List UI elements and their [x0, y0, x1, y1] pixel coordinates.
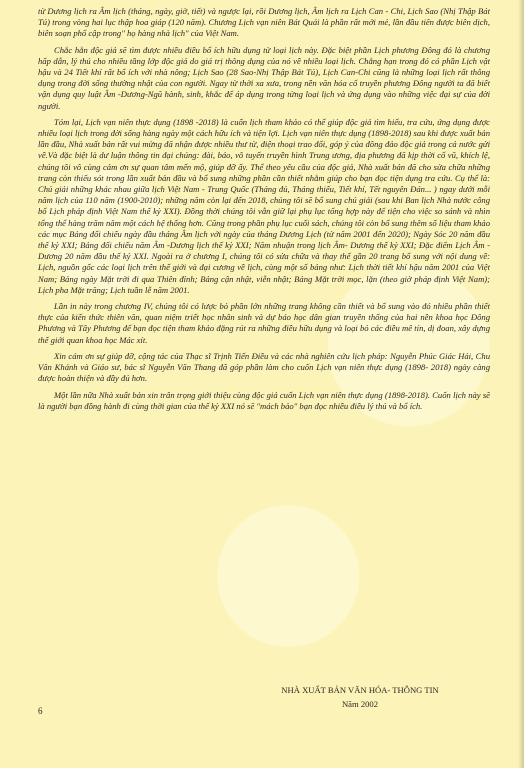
- body-text: [38, 6, 490, 417]
- publisher-signature: [250, 683, 470, 711]
- page-number: 6: [38, 706, 43, 716]
- paragraph-1: từ Dương lịch ra Âm lịch (tháng, ngày, giờ, tiết) và ngược lại, rồi Dương lịch, Âm lịch ra Lịch Can - Chi, Lịch Sao (Nhị Thập Bát Tú) trong vòng hai lục thập hoa giáp (120 năm). Chương Lịch vạn niên Bát Quái là phần rất mới mẻ, lần đầu tiên được biên dịch, biên soạn phổ cập trong" họ hàng nhà lịch" của Việt Nam.: [38, 6, 490, 39]
- paragraph-6: Một lần nữa Nhà xuất bản xin trân trọng giới thiệu cùng độc giả cuốn Lịch vạn niên thực dụng (1898-2018). Cuốn lịch này sẽ là người bạn đồng hành đi cùng thời gian của thế kỷ XXI nó sẽ "mách bảo" bạn đọc nhiều điều lý thú và bổ ích.: [38, 389, 490, 411]
- paragraph-4: Lần in này trong chương IV, chúng tôi có lược bỏ phần lớn những trang không cần thiết và bổ sung vào đó nhiều phần thiết thực của kiến thức thiên văn, quan niệm triết học nhân sinh và dự báo học dân gian truyền thống của hai nền khoa học Đông Phương và Tây Phương để bạn đọc tiện tham khảo đặng rút ra những điều hữu dụng và loại bỏ các điều mê tín, dị đoan, xây dựng thế giới quan khoa học Mác xít.: [38, 301, 490, 345]
- page-edge-shadow: [518, 0, 524, 768]
- paragraph-5: Xin cám ơn sự giúp đỡ, cộng tác của Thạc sĩ Trịnh Tiến Điều và các nhà nghiên cứu lịch pháp: Nguyễn Phúc Giác Hải, Chu Văn Khánh và Giáo sư, bác sĩ Nguyễn Văn Thang đã góp phần làm cho cuốn Lịch vạn niên thực dụng (1898- 2018) ngày càng được hoàn thiện và đầy đủ hơn.: [38, 350, 490, 384]
- publication-year: Năm 2002: [341, 699, 379, 709]
- paragraph-2: Chắc hẳn độc giả sẽ tìm được nhiều điều bổ ích hữu dụng từ loại lịch này. Đặc biệt phần Lịch phương Đông đó là chương hấp dẫn, lý thú cho nhiều tầng lớp độc giả do giá trị thông dụng của nó về nhiều loại lịch. Chẳng hạn trong đó có phần Lịch vật hậu và 24 Tiết khí rất bổ ích với nhà nông; Lịch Sao (28 Sao-Nhị Thập Bát Tú), Lịch Can-Chi cũng là những loại lịch rất thông dụng trong đời sống thường nhật của con người. Ngay từ thời xa xưa, trong nền văn hóa cổ truyền phương Đông người ta đã biết vận dụng quy luật Âm -Dương-Ngũ hành, sinh, khắc để áp dụng trong từng loại lịch và ứng dụng vào những việc đại sự của đời người.: [38, 44, 490, 111]
- publisher-name: NHÀ XUẤT BẢN VĂN HÓA- THÔNG TIN: [281, 685, 439, 695]
- paragraph-3: Tóm lại, Lịch vạn niên thực dụng (1898 -2018) là cuốn lịch tham khảo có thể giúp độc giả tìm hiểu, tra cứu, ứng dụng được nhiều loại lịch trong đời sống hàng ngày một cách hữu ích và tiện lợi. Lịch vạn niên thực dụng (1898-2018) sau khi được xuất bản lần đầu, Nhà xuất bản rất vui mừng đã nhận được nhiều thư từ, điện thoại trao đổi, góp ý của đông đảo độc giả trong cả nước gửi về.Và đặc biệt là dư luận thông tin đại chúng: đài, báo, vô tuyến truyền hình Trung ương, địa phương đã kịp thời cổ vũ, khích lệ, chúng tôi vô cùng cảm ơn sự quan tâm mến mộ, giúp đỡ ấy. Thể theo yêu cầu của độc giả, Nhà xuất bản đã cho sửa chữa những trang còn thiếu sót trong lần xuất bản đầu và bổ sung những phần cần thiết nhằm giúp cho bạn đọc tiện dụng tra cứu. Cụ thể là: Chú giải những khác nhau giữa lịch Việt Nam - Trung Quốc (Tháng đủ, Tháng thiếu, Tiết khí, Tết nguyên Đán... ) ngay dưới mỗi năm lịch của 110 năm (1900-2010); những năm còn lại đến 2018, chúng tôi sẽ bổ sung chú giải (sau khi Ban lịch Nhà nước công bố Lịch pháp định Việt Nam thế kỷ XXI). Đồng thời chúng tôi vẫn giữ lại phụ lục tổng hợp này để tiện cho việc so sánh và nhìn tổng thể hàng trăm năm một cách hệ thống hơn. Cũng trong phần phụ lục cuối sách, chúng tôi còn bổ sung thêm số liệu tham khảo các mục Bảng đối chiếu ngày đầu tháng Âm lịch với ngày của tháng Dương Lịch (từ năm 2001 đến 2020); Ngày Sóc 20 năm đầu thế kỷ XXI; Bảng đối chiếu năm Âm -Dương lịch thế kỷ XXI; Năm nhuận trong lịch Âm- Dương thế kỷ XXI; Đặc điểm Lịch Âm - Dương 20 năm đầu thế kỷ XXI. Ngoài ra ở chương I, chúng tôi có sửa chữa và thay thế gần 20 trang bổ sung với nội dung về: Lịch, nguồn gốc các loại lịch trên thế giới và đại cương về lịch, cùng một số bảng như: Lịch thời tiết khí hậu năm 2001 của Việt Nam; Bảng ngày Mặt trời đi qua Thiên đỉnh; Bảng cận nhật, viễn nhật; Bảng Mặt trời mọc, lặn (theo giờ pháp định Việt Nam); Lịch pha Mặt trăng; Lịch tuần lễ năm 2001.: [38, 116, 490, 295]
